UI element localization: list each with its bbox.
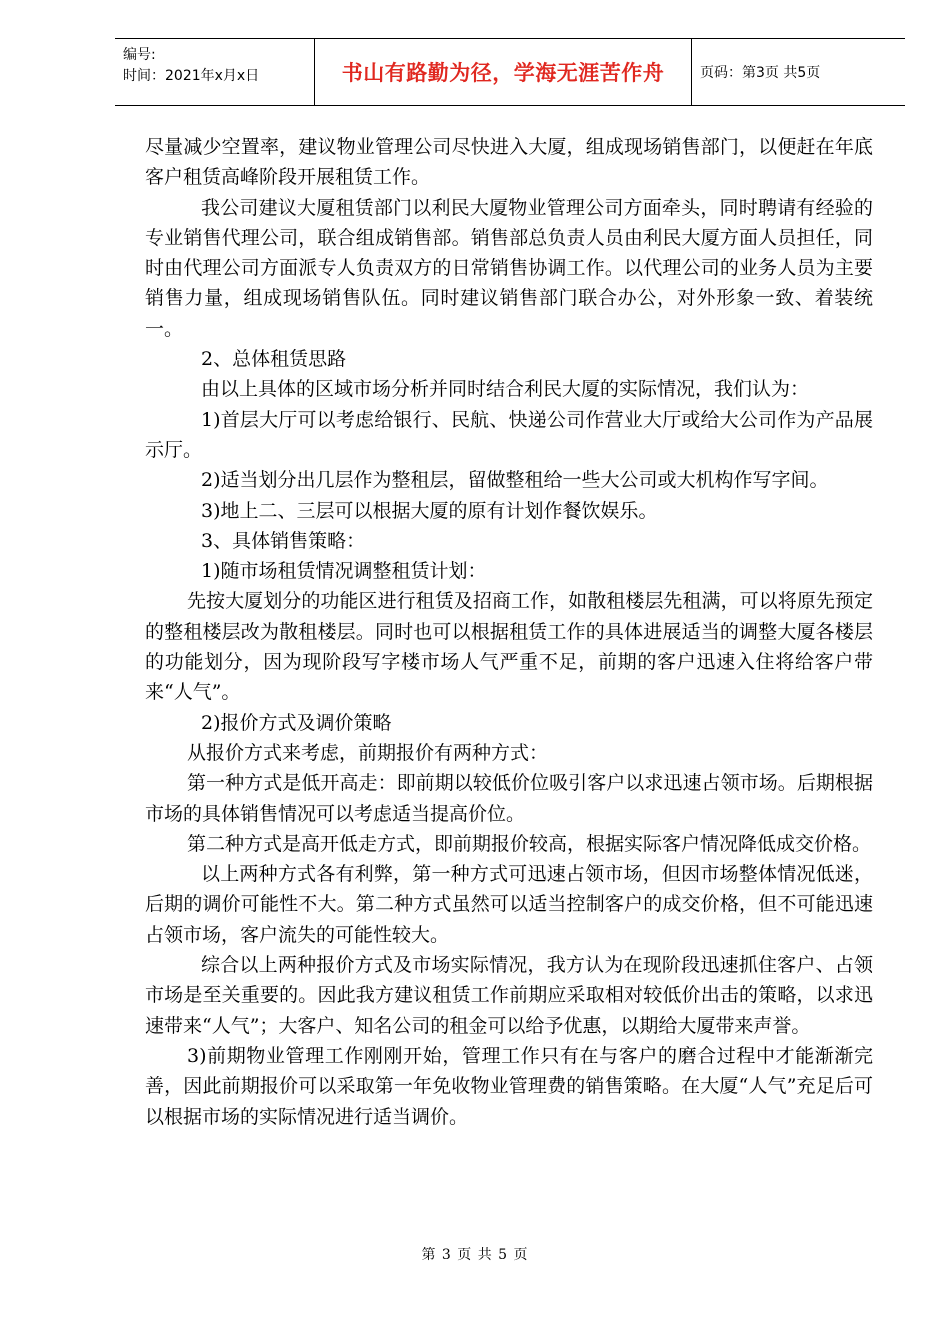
- paragraph: 尽量减少空置率，建议物业管理公司尽快进入大厦，组成现场销售部门，以便赶在年底客户租赁高峰阶段开展租赁工作。: [145, 136, 873, 189]
- document-date-label: 时间：2021年x月x日: [123, 68, 260, 84]
- paragraph: 综合以上两种报价方式及市场实际情况，我方认为在现阶段迅速抓住客户、占领市场是至关重要的。因此我方建议租赁工作前期应采取相对较低价出击的策略，以求迅速带来“人气”；大客户、知名公司的租金可以给予优惠，以期给大厦带来声誉。: [145, 954, 873, 1037]
- paragraph: 1)首层大厅可以考虑给银行、民航、快递公司作营业大厅或给大公司作为产品展示厅。: [145, 408, 873, 461]
- paragraph: 从报价方式来考虑，前期报价有两种方式：: [187, 741, 549, 764]
- paragraph: 1)随市场租赁情况调整租赁计划：: [201, 560, 487, 583]
- document-body: [145, 132, 873, 1132]
- header-page-number: 页码：第3页 共5页: [700, 65, 821, 81]
- page-footer: 第 3 页 共 5 页: [421, 1247, 529, 1263]
- paragraph: 2)报价方式及调价策略: [201, 711, 392, 734]
- paragraph: 3)前期物业管理工作刚刚开始，管理工作只有在与客户的磨合过程中才能渐渐完善，因此前期报价可以采取第一年免收物业管理费的销售策略。在大厦“人气”充足后可以根据市场的实际情况进行适当调价。: [145, 1044, 873, 1128]
- paragraph: 我公司建议大厦租赁部门以利民大厦物业管理公司方面牵头，同时聘请有经验的专业销售代理公司，联合组成销售部。销售部总负责人员由利民大厦方面人员担任，同时由代理公司方面派专人负责双方的日常销售协调工作。以代理公司的业务人员为主要销售力量，组成现场销售队伍。同时建议销售部门联合办公，对外形象一致、着装统一。: [145, 196, 873, 340]
- paragraph: 2、总体租赁思路: [201, 348, 347, 371]
- paragraph: 第一种方式是低开高走：即前期以较低价位吸引客户以求迅速占领市场。后期根据市场的具体销售情况可以考虑适当提高价位。: [145, 772, 873, 825]
- paragraph: 先按大厦划分的功能区进行租赁及招商工作，如散租楼层先租满，可以将原先预定的整租楼层改为散租楼层。同时也可以根据租赁工作的具体进展适当的调整大厦各楼层的功能划分，因为现阶段写字楼市场人气严重不足，前期的客户迅速入住将给客户带来“人气”。: [145, 590, 873, 704]
- header-motto: 书山有路勤为径，学海无涯苦作舟: [315, 39, 692, 105]
- page-header: [115, 38, 905, 106]
- paragraph: 第二种方式是高开低走方式，即前期报价较高，根据实际客户情况降低成交价格。: [187, 832, 872, 855]
- paragraph: 由以上具体的区域市场分析并同时结合利民大厦的实际情况，我们认为：: [201, 378, 810, 401]
- paragraph: 3)地上二、三层可以根据大厦的原有计划作餐饮娱乐。: [201, 499, 658, 522]
- document-number-label: 编号:: [123, 47, 156, 63]
- paragraph: 以上两种方式各有利弊，第一种方式可迅速占领市场，但因市场整体情况低迷，后期的调价可能性不大。第二种方式虽然可以适当控制客户的成交价格，但不可能迅速占领市场，客户流失的可能性较大。: [145, 863, 873, 946]
- header-meta: [115, 39, 315, 105]
- paragraph: 2)适当划分出几层作为整租层，留做整租给一些大公司或大机构作写字间。: [201, 469, 829, 492]
- paragraph: 3、具体销售策略：: [201, 529, 366, 552]
